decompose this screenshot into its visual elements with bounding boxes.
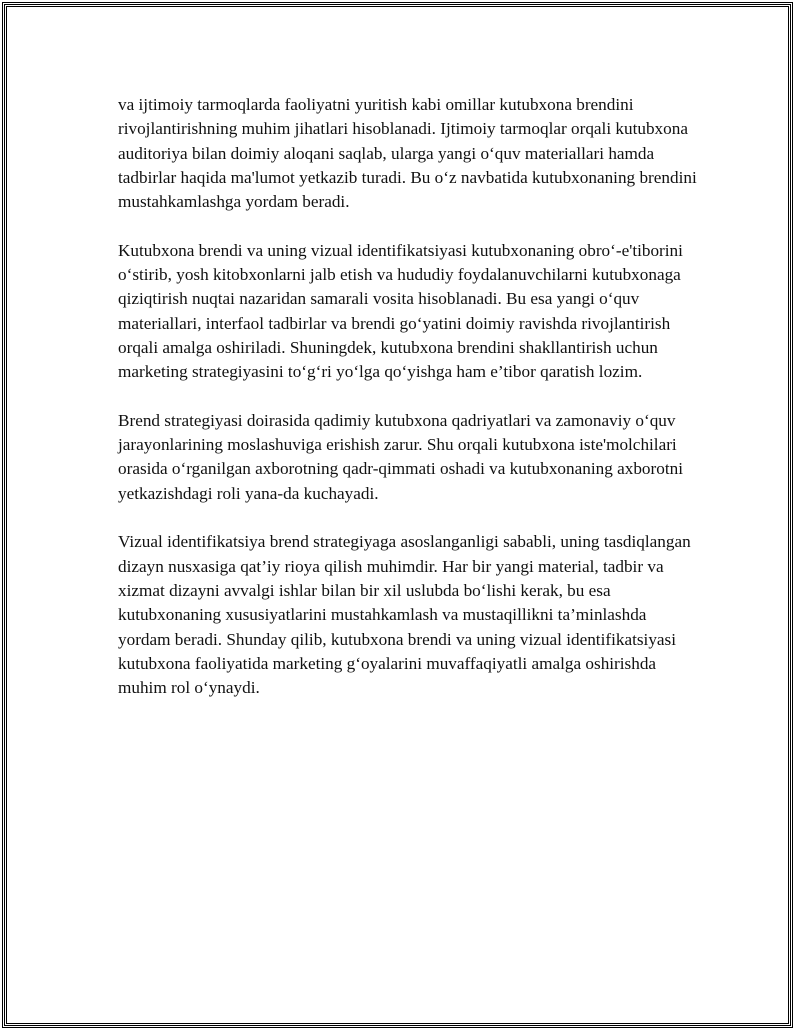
paragraph-1: va ijtimoiy tarmoqlarda faoliyatni yuritish kabi omillar kutubxona brendini rivojlantirishning muhim jihatlari hisoblanadi. Ijtimoiy tarmoqlar orqali kutubxona auditoriya bilan doimiy aloqani saqlab, ularga yangi o‘quv materiallari hamda tadbirlar haqida ma'lumot yetkazib turadi. Bu o‘z navbatida kutubxonaning brendini mustahkamlashga yordam beradi. bbox=[118, 95, 697, 212]
document-body bbox=[118, 93, 698, 725]
paragraph-3: Brend strategiyasi doirasida qadimiy kutubxona qadriyatlari va zamonaviy o‘quv jarayonlarining moslashuviga erishish zarur. Shu orqali kutubxona iste'molchilari orasida o‘rganilgan axborotning qadr-qimmati oshadi va kutubxonaning axborotni yetkazishdagi roli yana-da kuchayadi. bbox=[118, 410, 683, 503]
paragraph-2: Kutubxona brendi va uning vizual identifikatsiyasi kutubxonaning obro‘-e'tiborini o‘stirib, yosh kitobxonlarni jalb etish va hududiy foydalanuvchilarni kutubxonaga qiziqtirish nuqtai nazaridan samarali vosita hisoblanadi. Bu esa yangi o‘quv materiallari, interfaol tadbirlar va brendi go‘yatini doimiy ravishda rivojlantirish orqali amalga oshiriladi. Shuningdek, kutubxona brendini shakllantirish uchun marketing strategiyasini to‘g‘ri yo‘lga qo‘yishga ham e’tibor qaratish lozim. bbox=[118, 240, 683, 382]
paragraph-4: Vizual identifikatsiya brend strategiyaga asoslanganligi sababli, uning tasdiqlangan dizayn nusxasiga qat’iy rioya qilish muhimdir. Har bir yangi material, tadbir va xizmat dizayni avvalgi ishlar bilan bir xil uslubda bo‘lishi kerak, bu esa kutubxonaning xususiyatlarini mustahkamlash va mustaqillikni ta’minlashda yordam beradi. Shunday qilib, kutubxona brendi va uning vizual identifikatsiyasi kutubxona faoliyatida marketing g‘oyalarini muvaffaqiyatli amalga oshirishda muhim rol o‘ynaydi. bbox=[118, 532, 691, 698]
